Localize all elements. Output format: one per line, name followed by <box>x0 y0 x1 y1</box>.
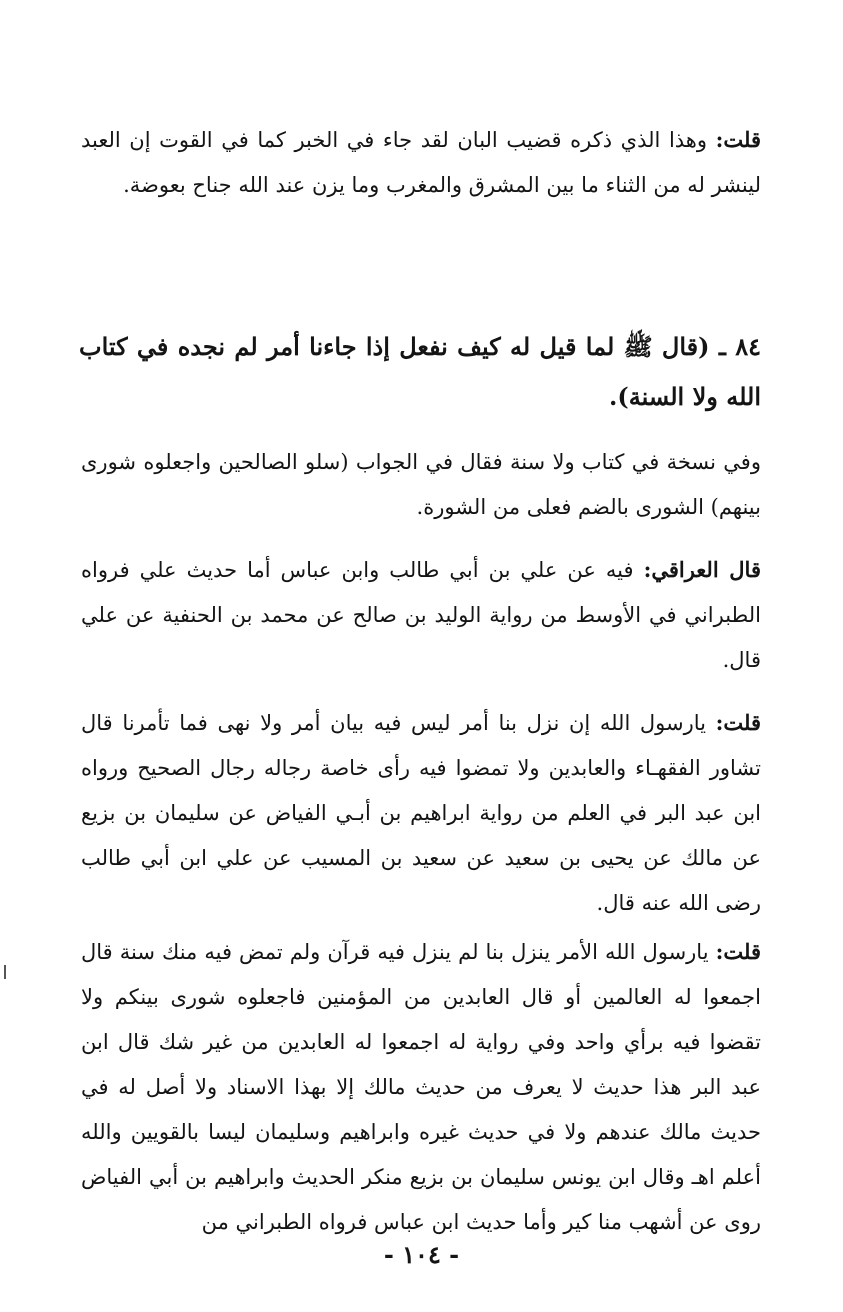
paragraph-1-text: وهذا الذي ذكره قضيب البان لقد جاء في الخبر كما في القوت إن العبد لينشر له من الثناء ما بين المشرق والمغرب وما يزن عند الله جناح بعوضة. <box>81 128 761 197</box>
section-heading-84 <box>79 322 761 422</box>
paragraph-5-text: يارسول الله الأمر ينزل بنا لم ينزل فيه قرآن ولم تمض فيه منك سنة قال اجمعوا له العالمين أو قال العابدين من المؤمنين فاجعلوه شورى بينكم ولا تقضوا فيه برأي واحد وفي رواية له اجمعوا له العابدين من غير شك قال ابن عبد البر هذا حديث لا يعرف من حديث مالك إلا بهذا الاسناد ولا أصل له في حديث مالك عندهم ولا في حديث غيره وابراهيم وسليمان ليسا بالقويين والله أعلم اهـ وقال ابن يونس سليمان بن بزيع منكر الحديث وابراهيم بن أبي الفياض روى عن أشهب منا كير وأما حديث ابن عباس فرواه الطبراني من <box>81 940 762 1234</box>
paragraph-5-lead: قلت: <box>715 939 761 964</box>
scan-edge-mark <box>4 965 6 979</box>
page-number: - ١٠٤ - <box>383 1240 460 1269</box>
paragraph-4 <box>81 700 761 926</box>
paragraph-5 <box>81 929 761 1245</box>
paragraph-1 <box>81 117 761 208</box>
paragraph-1-lead: قلت: <box>715 127 761 152</box>
paragraph-3-lead: قال العراقي: <box>643 557 761 582</box>
paragraph-4-text: يارسول الله إن نزل بنا أمر ليس فيه بيان أمر ولا نهى فما تأمرنا قال تشاور الفقهـاء والعابدين ولا تمضوا فيه رأى خاصة رجاله رجال الصحيح ورواه ابن عبد البر في العلم من رواية ابراهيم بن أبـي الفياض عن سليمان بن بزيع عن مالك عن يحيى بن سعيد عن سعيد بن المسيب عن علي ابن أبي طالب رضى الله عنه قال. <box>81 711 761 915</box>
paragraph-3-text: فيه عن علي بن أبي طالب وابن عباس أما حديث علي فرواه الطبراني في الأوسط من رواية الوليد بن صالح عن محمد بن الحنفية عن علي قال. <box>81 558 761 672</box>
paragraph-4-lead: قلت: <box>715 710 761 735</box>
paragraph-2-text: وفي نسخة في كتاب ولا سنة فقال في الجواب (سلو الصالحين واجعلوه شورى بينهم) الشورى بالضم فعلى من الشورة. <box>81 450 761 519</box>
paragraph-3 <box>81 547 761 683</box>
paragraph-2 <box>81 440 761 530</box>
section-heading-text: (قال ﷺ لما قيل له كيف نفعل إذا جاءنا أمر لم نجده في كتاب الله ولا السنة). <box>79 332 761 411</box>
section-number: ٨٤ ـ <box>718 332 761 361</box>
